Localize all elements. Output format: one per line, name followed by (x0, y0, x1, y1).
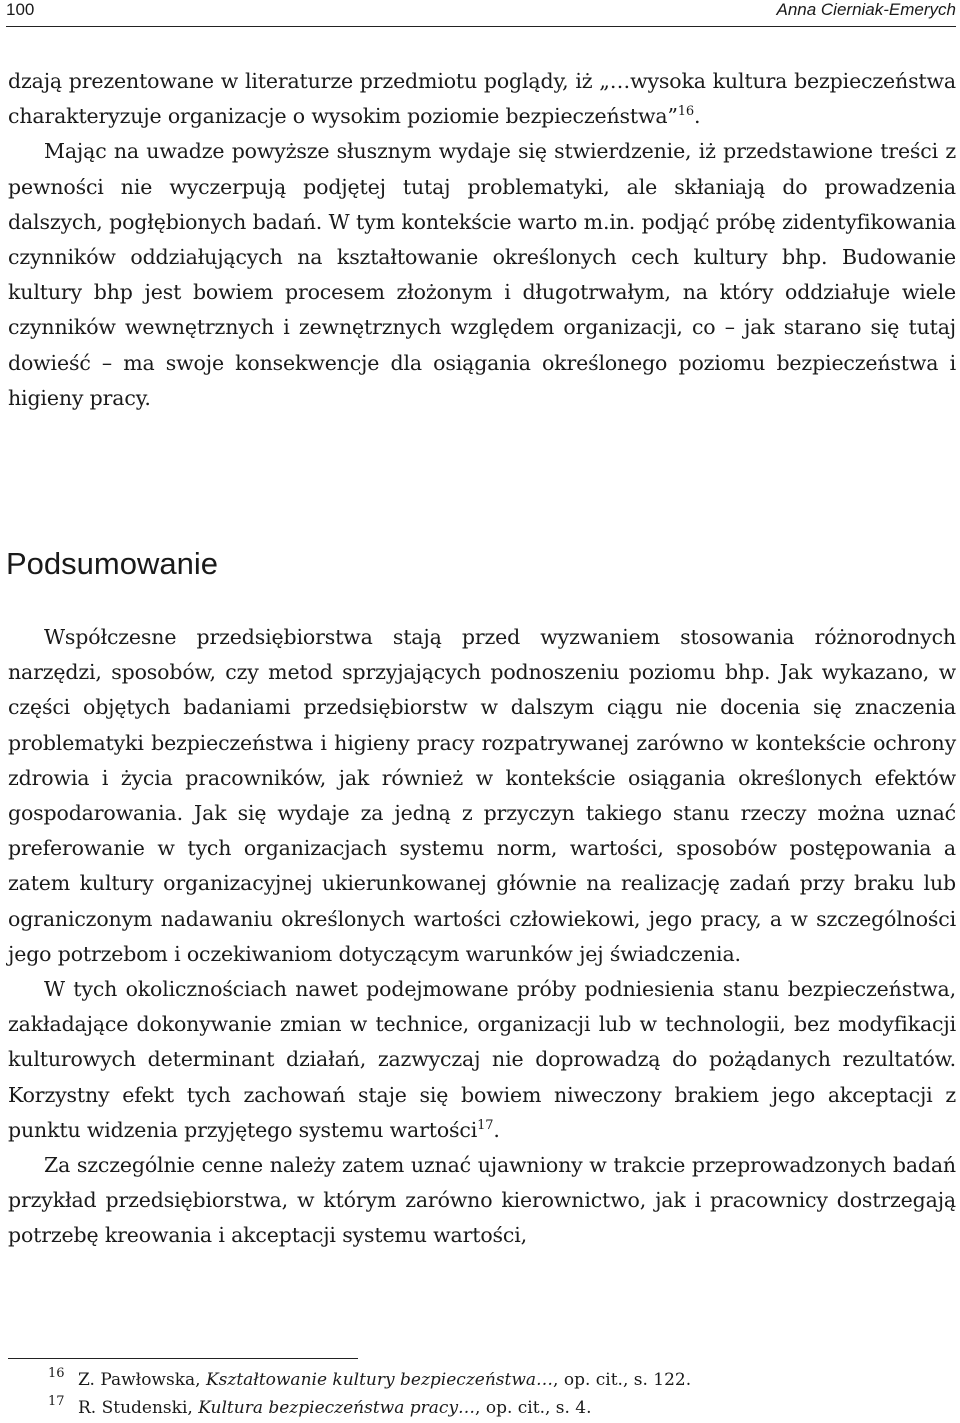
footnote-title: Kształtowanie kultury bezpieczeństwa… (205, 1370, 554, 1390)
footnote-title: Kultura bezpieczeństwa pracy… (198, 1398, 476, 1418)
section-heading: Podsumowanie (6, 546, 218, 581)
page-number: 100 (6, 0, 35, 19)
paragraph-text: dzają prezentowane w literaturze przedmiotu poglądy, iż „…wysoka kultura bezpieczeństwa charakteryzuje organizacje o wysokim poziomie bezpieczeństwa” (8, 69, 956, 129)
paragraph: Za szczególnie cenne należy zatem uznać ujawniony w trakcie przeprowadzonych badań przykład przedsiębiorstwa, w którym zarówno kierownictwo, jak i pracownicy dostrzegają potrzebę kreowania i akceptacji systemu wartości, (8, 1153, 956, 1248)
footnote-ref-17[interactable]: 17 (477, 1117, 494, 1133)
footnote-author: R. Studenski, (78, 1398, 193, 1418)
footnote-number: 17 (48, 1394, 65, 1409)
paragraph: Współczesne przedsiębiorstwa stają przed wyzwaniem stosowania różnorodnych narzędzi, sposobów, czy metod sprzyjających podnoszeniu poziomu bhp. Jak wykazano, w części objętych badaniami przedsiębiorstw w dalszym ciągu nie docenia się znaczenia problematyki bezpieczeństwa i higieny pracy rozpatrywanej zarówno w kontekście ochrony zdrowia i życia pracowników, jak również w kontekście osiągania określonych efektów gospodarowania. Jak się wydaje za jedną z przyczyn takiego stanu rzeczy można uznać preferowanie w tych organizacjach systemu norm, wartości, sposobów postępowania a zatem kultury organizacyjnej ukierunkowanej głównie na realizację zadań przy braku lub ograniczonym nadawaniu określonych wartości człowiekowi, jego pracy, a w szczególności jego potrzebom i oczekiwaniom dotyczącym warunków jej świadczenia. (8, 625, 956, 966)
summary-section (8, 620, 956, 1254)
footnotes (8, 1366, 956, 1422)
footnote-divider (8, 1358, 358, 1359)
footnote-17 (8, 1394, 956, 1422)
paragraph-continued (8, 64, 956, 134)
paragraph: Mając na uwadze powyższe słusznym wydaje się stwierdzenie, iż przedstawione treści z pewności nie wyczerpują podjętej tutaj problematyki, ale skłaniają do prowadzenia dalszych, pogłębionych badań. W tym kontekście warto m.in. podjąć próbę zidentyfikowania czynników oddziałujących na kształtowanie określonych cech kultury bhp. Budowanie kultury bhp jest bowiem procesem złożonym i długotrwałym, na który oddziałuje wiele czynników wewnętrznych i zewnętrznych względem organizacji, co – jak starano się tutaj dowieść – ma swoje konsekwencje dla osiągania określonego poziomu bezpieczeństwa i higieny pracy. (8, 139, 956, 410)
paragraph-text: W tych okolicznościach nawet podejmowane próby podniesienia stanu bezpieczeństwa, zakładające dokonywanie zmian w technice, organizacji lub w technologii, bez modyfikacji kulturowych determinant działań, zazwyczaj nie doprowadzą do pożądanych rezultatów. Korzystny efekt tych zachowań staje się bowiem niweczony brakiem jego akceptacji z punktu widzenia przyjętego systemu wartości (8, 977, 956, 1142)
running-head (6, 0, 956, 27)
footnote-rest: , op. cit., s. 4. (475, 1398, 592, 1418)
footnote-rest: , op. cit., s. 122. (553, 1370, 692, 1390)
intro-section (8, 64, 956, 416)
paragraph (8, 972, 956, 1148)
paragraph-end: . (493, 1117, 500, 1142)
footnote-author: Z. Pawłowska, (78, 1370, 201, 1390)
footnote-ref-16[interactable]: 16 (677, 104, 695, 120)
footnote-number: 16 (48, 1366, 65, 1381)
footnote-16 (8, 1366, 956, 1394)
running-head-author: Anna Cierniak-Emerych (776, 0, 956, 19)
paragraph-end: . (694, 104, 701, 129)
